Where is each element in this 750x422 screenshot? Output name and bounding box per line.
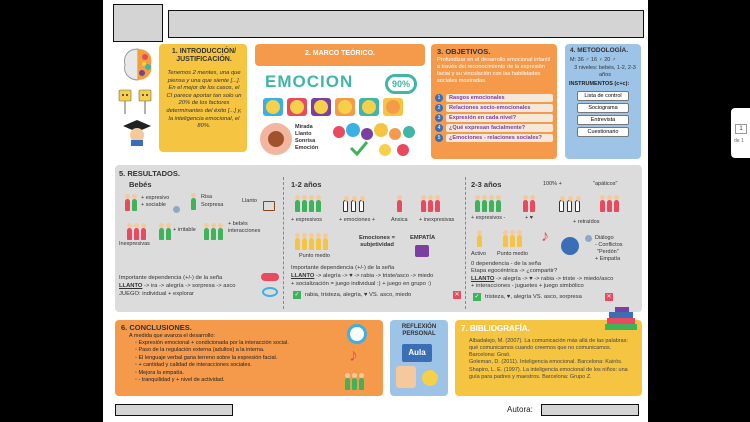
conclusion-item: • + cantidad y calidad de interacciones sociales.	[135, 362, 335, 369]
emoji-row	[261, 96, 421, 118]
uno-dos-label: + expresivos	[291, 217, 323, 223]
metodologia-sample: M: 36 ♂ 16 ♀ 20 ♂	[570, 57, 617, 63]
dos-tres-label: + retraídos	[573, 219, 600, 225]
music-note-icon: ♪	[541, 228, 549, 245]
mother-baby-icon	[259, 120, 293, 158]
child-figure	[475, 200, 480, 212]
metodologia-levels: 3 niveles: bebés, 1-2, 2-3 años	[574, 65, 636, 78]
check-icon: ✓	[294, 292, 300, 298]
speaker-icon	[173, 206, 180, 213]
child-figure	[482, 200, 487, 212]
redacted-footer-box	[115, 404, 233, 416]
uno-dos-dependencia: Importante dependencia (+/-) de la seña	[291, 265, 395, 271]
child-figure	[510, 235, 515, 247]
child-figure	[295, 200, 300, 212]
marco-side-labels	[295, 124, 325, 152]
child-figure	[435, 200, 440, 212]
conclusion-item: • Expresión emocional + condicionada por la interacción social.	[135, 340, 335, 347]
child-figure	[127, 228, 132, 240]
metodologia-panel	[565, 44, 641, 159]
redacted-title-bar	[168, 10, 644, 38]
objetivo-item	[435, 124, 553, 132]
conclusiones-panel	[115, 320, 383, 396]
objetivo-label: Relaciones socio-emocionales	[446, 104, 553, 112]
dos-tres-check: tristeza, ♥, alegría VS. asco, sorpresa	[485, 294, 582, 300]
child-figure	[559, 200, 564, 212]
child-figure	[166, 228, 171, 240]
redacted-logo-box	[113, 4, 163, 42]
llanto-key: LLANTO	[119, 283, 143, 289]
side-label: Llanto	[295, 131, 312, 137]
instrumentos-label: INSTRUMENTOS (c+c):	[569, 81, 630, 87]
tool-item: Cuestionario	[577, 127, 629, 137]
author-label: Autora:	[507, 405, 533, 414]
dos-tres-label: "Perdón"	[597, 249, 619, 255]
dos-tres-label: "apáticos"	[593, 181, 618, 187]
uno-dos-label: Punto medio	[299, 253, 330, 259]
graduate-icon	[121, 118, 153, 146]
child-figure	[428, 200, 433, 212]
clock-icon	[347, 324, 367, 344]
redacted-author-box	[541, 404, 639, 416]
conclusiones-list	[135, 340, 335, 384]
bebes-label: Llanto	[242, 198, 257, 204]
child-figure	[295, 238, 300, 250]
lips-icon	[261, 273, 279, 281]
conclusiones-heading: 6. CONCLUSIONES.	[121, 323, 192, 332]
child-figure	[600, 200, 605, 212]
bebes-label: + irritable	[173, 227, 196, 233]
objetivo-number: 2	[435, 104, 443, 112]
child-figure	[489, 200, 494, 212]
objetivo-label: ¿Emociones - relaciones sociales?	[446, 134, 553, 142]
dos-tres-label: - Conflictos	[595, 242, 623, 248]
dos-tres-inter: + interacciones - juguetes + juego simbólico	[471, 283, 584, 289]
bibliografia-ref: Shapiro, L. E. (1997). La inteligencia emocional de los niños: una guía para padres y maestros. Barcelona: Grupo Z.	[469, 367, 628, 380]
child-figure	[302, 238, 307, 250]
child-figure	[323, 238, 328, 250]
child-figure	[159, 228, 164, 240]
uno-dos-title: 1-2 años	[291, 180, 322, 189]
kids-collage	[331, 120, 421, 160]
child-figure	[421, 200, 426, 212]
bebes-label: + sociable	[141, 202, 166, 208]
child-figure	[309, 200, 314, 212]
side-label: Sonrisa	[295, 138, 316, 144]
tool-item: Lista de control	[577, 91, 629, 101]
cross-icon: ✕	[454, 292, 460, 298]
child-figure	[204, 228, 209, 240]
cross-icon: ✕	[606, 294, 612, 300]
dos-tres-label: + Empatía	[595, 256, 621, 262]
crib-icon	[263, 201, 275, 211]
family-icon	[561, 237, 579, 255]
dos-tres-dep1: 0 dependencia - de la seña	[471, 261, 541, 267]
bebes-label: + bebés	[228, 221, 248, 227]
objetivo-item	[435, 94, 553, 102]
marco-header-bar	[255, 44, 425, 66]
llanto-sequence: -> alegría -> ♥ -> rabia -> triste/asco -> miedo	[314, 273, 434, 279]
conclusion-item: • Paso de la regulación externa (adultos) a la interna.	[135, 347, 335, 354]
child-figure	[575, 200, 580, 212]
uno-dos-check: rabia, tristeza, alegría, ♥ VS. asco, miedo	[305, 292, 412, 298]
conclusiones-intro: A medida que avanza el desarrollo:	[129, 333, 215, 339]
eye-icon	[262, 287, 278, 297]
objetivo-item	[435, 134, 553, 142]
dos-tres-label: Diálogo	[595, 235, 614, 241]
bebes-label: Inexpresivas	[119, 241, 150, 247]
child-figure	[477, 235, 482, 247]
conclusion-item: • Mejora la empatía.	[135, 370, 335, 377]
objetivo-item	[435, 104, 553, 112]
child-figure	[530, 200, 535, 212]
objetivo-label: Rasgos emocionales	[446, 94, 553, 102]
objetivo-number: 4	[435, 124, 443, 132]
objetivos-list	[435, 94, 553, 142]
bibliografia-heading: 7. BIBLIOGRAFÍA.	[461, 324, 530, 333]
child-figure	[523, 200, 528, 212]
speaker-icon	[585, 235, 592, 242]
books-icon	[603, 306, 639, 334]
child-figure	[218, 228, 223, 240]
tools-list	[577, 91, 629, 139]
resultados-heading: 5. RESULTADOS.	[119, 169, 180, 178]
page-total: de 1	[734, 138, 744, 144]
bibliografia-ref: Albadalejo, M. (2007). La comunicación más allá de las palabras: qué comunicamos cuando creemos que no comunicamos. Barcelona: Graó.	[469, 338, 628, 358]
dos-tres-label: 100% +	[543, 181, 562, 187]
dos-tres-dep2: Etapa egocéntrica -> ¿compartir?	[471, 268, 558, 274]
child-figure	[191, 198, 196, 210]
side-label: Emoción	[295, 145, 319, 151]
bebes-label: interacciones	[228, 228, 261, 234]
uno-dos-label: Emociones = subjetividad	[359, 235, 395, 249]
dos-tres-label: Punto medio	[497, 251, 528, 257]
llanto-key: LLANTO	[471, 276, 495, 282]
child-figure	[309, 238, 314, 250]
bebes-llanto	[119, 283, 236, 290]
percent-badge: 90%	[385, 74, 417, 94]
emocion-word: EMOCION	[265, 72, 354, 91]
child-figure	[316, 200, 321, 212]
intro-panel	[159, 44, 247, 152]
tool-item: Entrevista	[577, 115, 629, 125]
dos-tres-label: + expresivos -	[471, 215, 506, 221]
bebes-dependencia: Importante dependencia (+/-) de la seña	[119, 275, 223, 281]
uno-dos-social: + socialización = juego individual :) + juego en grupo :)	[291, 281, 432, 287]
llanto-sequence: -> ira -> alegría -> sorpresa -> asco	[142, 283, 236, 289]
child-figure	[503, 235, 508, 247]
marco-heading: 2. MARCO TEÓRICO.	[304, 50, 375, 57]
aula-board: Aula	[402, 344, 432, 362]
marco-panel	[255, 44, 425, 164]
resultados-panel	[115, 165, 642, 312]
child-figure	[125, 199, 130, 211]
uno-dos-label: + inexpresivas	[419, 217, 455, 223]
bebes-label: + expresivo	[141, 195, 170, 201]
bebes-juego: JUEGO: individual + explorar	[119, 291, 194, 297]
conclusion-item: • - tranquilidad y + nivel de actividad.	[135, 377, 335, 384]
conclusion-item: • El lenguaje verbal gana terreno sobre la expresión facial.	[135, 355, 335, 362]
reflexion-panel	[390, 320, 448, 396]
dos-tres-label: Activo	[471, 251, 486, 257]
child-figure	[517, 235, 522, 247]
bibliografia-ref: Goleman, D. (2011). Inteligencia emocional. Barcelona: Kairós.	[469, 359, 623, 365]
uno-dos-label: EMPATÍA	[410, 235, 436, 241]
child-figure	[352, 378, 357, 390]
metodologia-heading: 4. METODOLOGÍA.	[570, 47, 629, 54]
uno-dos-label: + emociones +	[339, 217, 376, 223]
dos-tres-label: + ♥	[525, 215, 534, 221]
dos-tres-title: 2-3 años	[471, 180, 502, 189]
objetivos-text: Profundizar en el desarrollo emocional infantil a través del reconocimiento de la expresión facial y su vinculación con las habilidades sociales mostradas.	[437, 57, 551, 84]
bebes-label: Risa	[201, 194, 213, 200]
child-figure	[567, 200, 572, 212]
objetivo-label: ¿Qué expresan facialmente?	[446, 124, 553, 132]
child-figure	[359, 378, 364, 390]
page-number-input[interactable]: 1	[735, 124, 747, 134]
thumbs-up-icon	[396, 366, 416, 388]
faces-signs-illustration	[117, 86, 157, 116]
music-note-icon: ♪	[349, 345, 358, 365]
divider	[283, 177, 284, 309]
page-indicator[interactable]	[731, 108, 750, 158]
tool-item: Sociograma	[577, 103, 629, 113]
child-figure	[134, 228, 139, 240]
child-figure	[351, 200, 356, 212]
divider	[465, 177, 466, 309]
objetivo-item	[435, 114, 553, 122]
bebes-title: Bebés	[129, 180, 152, 189]
uno-dos-llanto	[291, 273, 433, 280]
child-figure	[343, 200, 348, 212]
objetivos-panel	[431, 44, 557, 159]
child-figure	[211, 228, 216, 240]
brain-illustration	[121, 47, 155, 83]
child-figure	[359, 200, 364, 212]
reflexion-heading: REFLEXIÓN PERSONAL	[401, 324, 437, 337]
thinking-face-icon	[422, 370, 438, 386]
llanto-sequence: -> alegría -> ♥ -> rabia -> triste -> miedo/asco	[494, 276, 614, 282]
child-figure	[496, 200, 501, 212]
child-figure	[302, 200, 307, 212]
bebes-label: Sorpresa	[201, 202, 224, 208]
objetivo-number: 5	[435, 134, 443, 142]
intro-heading: 1. INTRODUCCIÓN/ JUSTIFICACIÓN.	[171, 48, 237, 63]
child-figure	[397, 200, 402, 212]
objetivo-number: 1	[435, 94, 443, 102]
child-figure	[316, 238, 321, 250]
intro-text: Tenemos 2 mentes, una que piensa y una que siente [...]. En el mejor de los casos, el CI parece aportar tan solo un 20% de los factores determinantes del éxito [...] y, la inteligencia emocional, el 80%.	[166, 70, 242, 130]
child-figure	[607, 200, 612, 212]
check-icon: ✓	[474, 294, 480, 300]
child-figure	[132, 199, 137, 211]
empathy-icon	[415, 245, 429, 257]
child-figure	[345, 378, 350, 390]
llanto-key: LLANTO	[291, 273, 315, 279]
objetivo-label: Expresión en cada nivel?	[446, 114, 553, 122]
child-figure	[141, 228, 146, 240]
objetivo-number: 3	[435, 114, 443, 122]
child-figure	[614, 200, 619, 212]
side-label: Mirada	[295, 124, 313, 130]
uno-dos-label: Ansica	[391, 217, 408, 223]
objetivos-heading: 3. OBJETIVOS.	[437, 47, 491, 56]
poster-page	[103, 0, 648, 422]
